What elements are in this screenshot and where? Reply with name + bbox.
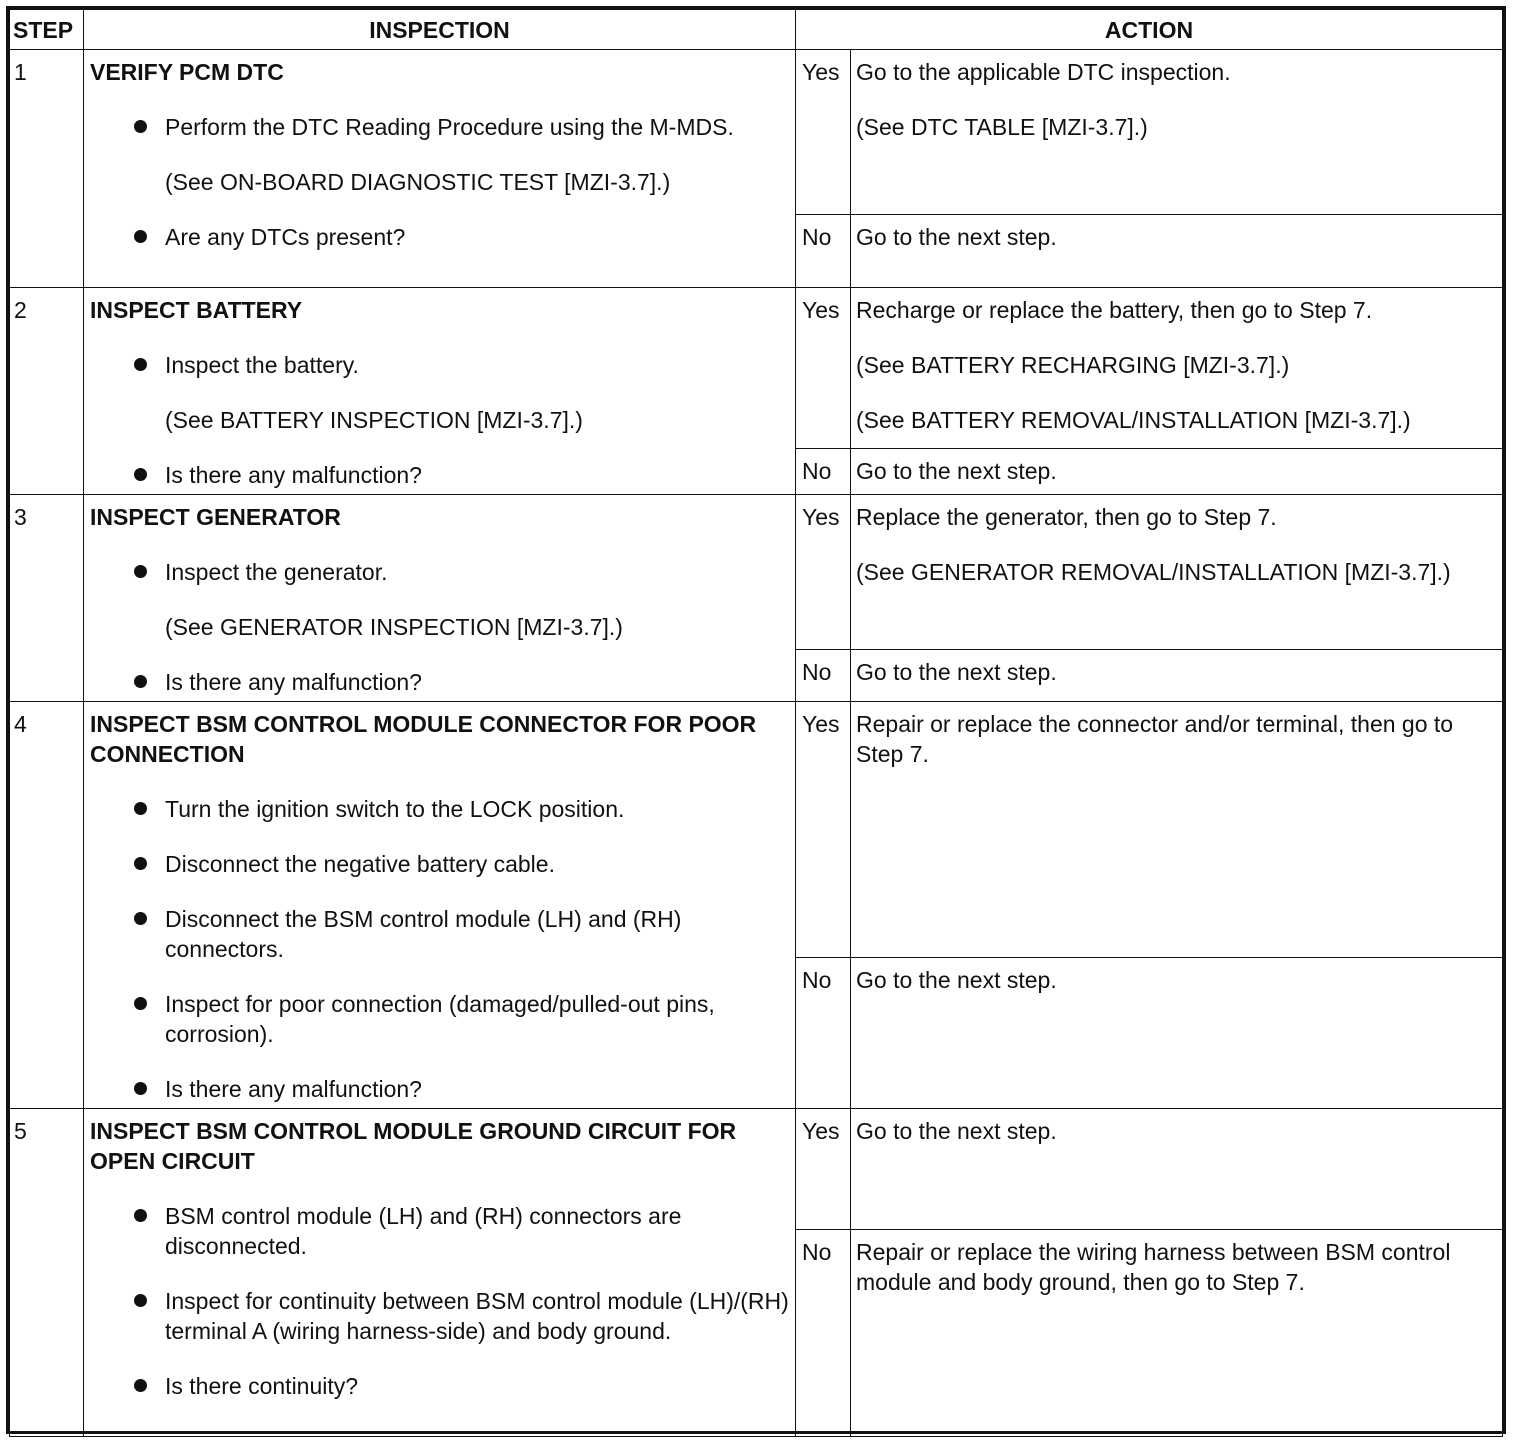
action-text: (See BATTERY RECHARGING [MZI-3.7].) — [856, 352, 1290, 378]
step-row-yes — [10, 288, 1503, 449]
inspection-reference: (See ON-BOARD DIAGNOSTIC TEST [MZI-3.7].) — [165, 169, 671, 195]
no-action — [851, 650, 1503, 702]
action-text: Repair or replace the wiring harness between BSM control module and body ground, then go to Step 7. — [856, 1239, 1451, 1295]
no-action — [851, 449, 1503, 495]
inspection-bullet: Inspect the battery. — [90, 350, 789, 380]
inspection-bullet: Disconnect the negative battery cable. — [90, 849, 789, 879]
no-action — [851, 1230, 1503, 1437]
inspection-cell — [84, 495, 796, 702]
step-row-yes — [10, 495, 1503, 650]
inspection-title: VERIFY PCM DTC — [90, 59, 284, 85]
inspection-cell — [84, 50, 796, 288]
inspection-bullet: Turn the ignition switch to the LOCK position. — [90, 794, 789, 824]
no-label: No — [796, 449, 851, 495]
step-row-yes — [10, 50, 1503, 215]
inspection-bullet: Perform the DTC Reading Procedure using the M-MDS. — [90, 112, 789, 142]
inspection-reference: (See GENERATOR INSPECTION [MZI-3.7].) — [165, 614, 623, 640]
inspection-bullet: Is there any malfunction? — [90, 460, 789, 490]
inspection-bullet: BSM control module (LH) and (RH) connectors are disconnected. — [90, 1201, 789, 1261]
action-text: Repair or replace the connector and/or terminal, then go to Step 7. — [856, 711, 1454, 767]
action-text: Go to the next step. — [856, 458, 1057, 484]
step-number: 2 — [10, 288, 84, 495]
inspection-bullet: Is there any malfunction? — [90, 667, 789, 697]
inspection-bullet: Are any DTCs present? — [90, 222, 789, 252]
header-action: ACTION — [796, 10, 1503, 50]
step-number: 4 — [10, 702, 84, 1109]
no-action — [851, 215, 1503, 288]
no-action — [851, 958, 1503, 1109]
diagnostic-table — [9, 9, 1503, 1437]
no-label: No — [796, 958, 851, 1109]
inspection-bullet: Inspect for poor connection (damaged/pulled-out pins, corrosion). — [90, 989, 789, 1049]
yes-action — [851, 288, 1503, 449]
inspection-cell — [84, 288, 796, 495]
yes-action — [851, 702, 1503, 958]
yes-label: Yes — [796, 1109, 851, 1230]
header-step: STEP — [10, 10, 84, 50]
action-text: Replace the generator, then go to Step 7. — [856, 504, 1277, 530]
header-inspection: INSPECTION — [84, 10, 796, 50]
step-number: 3 — [10, 495, 84, 702]
step-row-yes — [10, 702, 1503, 958]
inspection-bullet: Disconnect the BSM control module (LH) and (RH) connectors. — [90, 904, 789, 964]
inspection-title: INSPECT GENERATOR — [90, 504, 341, 530]
action-text: Go to the next step. — [856, 224, 1057, 250]
no-label: No — [796, 1230, 851, 1437]
yes-label: Yes — [796, 495, 851, 650]
yes-label: Yes — [796, 288, 851, 449]
step-number: 1 — [10, 50, 84, 288]
yes-action — [851, 1109, 1503, 1230]
yes-label: Yes — [796, 50, 851, 215]
header-row — [10, 10, 1503, 50]
inspection-bullet: Inspect the generator. — [90, 557, 789, 587]
action-text: Go to the next step. — [856, 659, 1057, 685]
inspection-title: INSPECT BSM CONTROL MODULE CONNECTOR FOR POOR CONNECTION — [90, 711, 757, 767]
inspection-bullet: Is there continuity? — [90, 1371, 789, 1401]
action-text: Go to the applicable DTC inspection. — [856, 59, 1231, 85]
inspection-bullet: Is there any malfunction? — [90, 1074, 789, 1104]
no-label: No — [796, 650, 851, 702]
inspection-cell — [84, 702, 796, 1109]
yes-label: Yes — [796, 702, 851, 958]
action-text: (See BATTERY REMOVAL/INSTALLATION [MZI-3.7].) — [856, 407, 1411, 433]
step-number: 5 — [10, 1109, 84, 1437]
action-text: Recharge or replace the battery, then go to Step 7. — [856, 297, 1373, 323]
inspection-bullet: Inspect for continuity between BSM control module (LH)/(RH) terminal A (wiring harness-side) and body ground. — [90, 1286, 789, 1346]
action-text: Go to the next step. — [856, 967, 1057, 993]
step-row-yes — [10, 1109, 1503, 1230]
inspection-title: INSPECT BSM CONTROL MODULE GROUND CIRCUIT FOR OPEN CIRCUIT — [90, 1118, 737, 1174]
diagnostic-table-frame — [6, 6, 1506, 1434]
yes-action — [851, 495, 1503, 650]
yes-action — [851, 50, 1503, 215]
action-text: (See GENERATOR REMOVAL/INSTALLATION [MZI-3.7].) — [856, 559, 1451, 585]
no-label: No — [796, 215, 851, 288]
inspection-title: INSPECT BATTERY — [90, 297, 303, 323]
inspection-reference: (See BATTERY INSPECTION [MZI-3.7].) — [165, 407, 583, 433]
action-text: Go to the next step. — [856, 1118, 1057, 1144]
inspection-cell — [84, 1109, 796, 1437]
action-text: (See DTC TABLE [MZI-3.7].) — [856, 114, 1148, 140]
